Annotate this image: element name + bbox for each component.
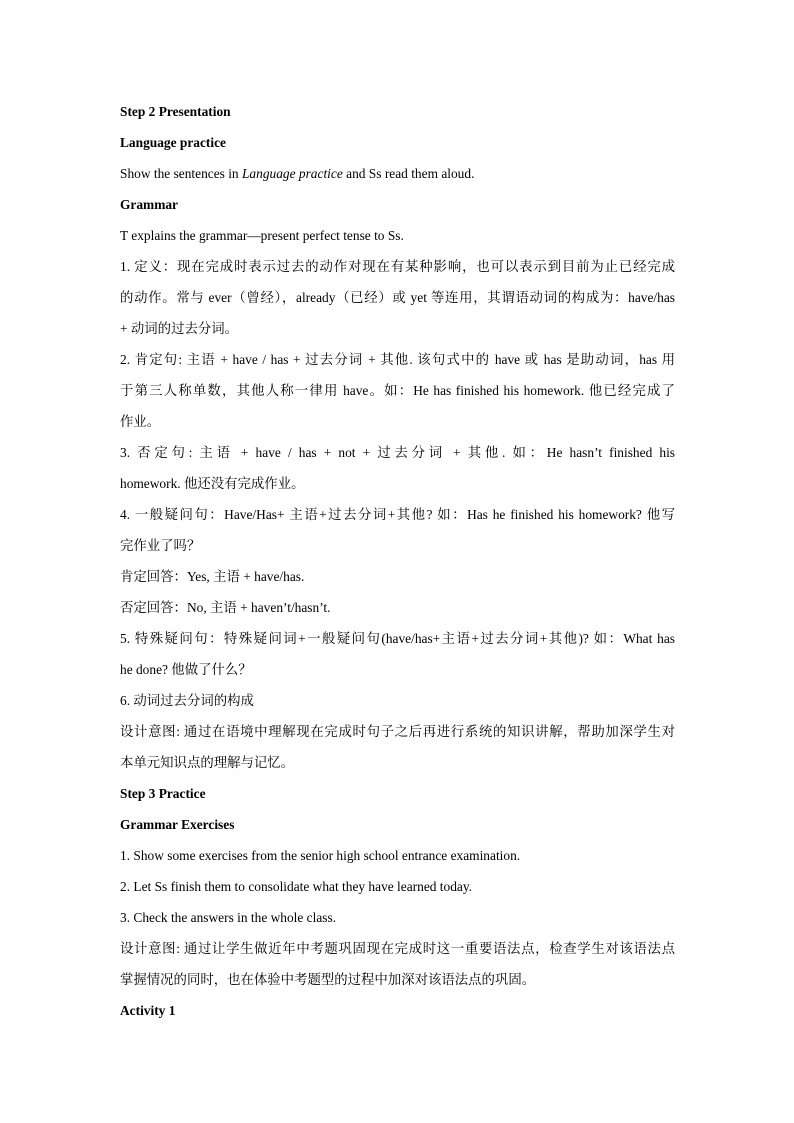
step3-heading: Step 3 Practice: [120, 786, 206, 801]
design-intent-1-line-2: 本单元知识点的理解与记忆。: [120, 755, 295, 770]
exercise-item-3: 3. Check the answers in the whole class.: [120, 910, 337, 925]
language-practice-heading: Language practice: [120, 135, 226, 150]
affirmative-line-3: 作业。: [120, 414, 161, 429]
definition-line-2: 的动作。常与 ever（曾经），already（已经）或 yet 等连用，其谓语动词的构成为：have/has: [120, 290, 675, 305]
document-page: [120, 96, 675, 1026]
activity-heading: Activity 1: [120, 1003, 176, 1018]
special-question-line-2: he done? 他做了什么？: [120, 662, 252, 677]
exercise-item-1: 1. Show some exercises from the senior high school entrance examination.: [120, 848, 521, 863]
affirmative-line-1: 2. 肯定句: 主语 + have / has + 过去分词 + 其他. 该句式中的 have 或 has 是助动词，has 用: [120, 352, 675, 367]
definition-line-1: 1. 定义：现在完成时表示过去的动作对现在有某种影响，也可以表示到目前为止已经完成: [120, 259, 675, 274]
exercise-item-2: 2. Let Ss finish them to consolidate what they have learned today.: [120, 879, 473, 894]
design-intent-1-line-1: 设计意图: 通过在语境中理解现在完成时句子之后再进行系统的知识讲解，帮助加深学生对: [120, 724, 675, 739]
negative-line-1: 3. 否定句: 主语 + have / has + not + 过去分词 + 其他. 如：He hasn’t finished his: [120, 445, 675, 460]
negative-line-2: homework. 他还没有完成作业。: [120, 476, 305, 491]
show-prefix: Show the sentences in: [120, 166, 242, 181]
show-emphasis: Language practice: [241, 166, 343, 181]
show-sentences-line: [120, 158, 675, 189]
design-intent-2-line-2: 掌握情况的同时，也在体验中考题型的过程中加深对该语法点的巩固。: [120, 972, 536, 987]
yes-answer: 肯定回答：Yes, 主语 + have/has.: [120, 569, 305, 584]
grammar-heading: Grammar: [120, 197, 179, 212]
no-answer: 否定回答：No, 主语 + haven’t/hasn’t.: [120, 600, 331, 615]
show-suffix: and Ss read them aloud.: [342, 166, 475, 181]
definition-line-3: + 动词的过去分词。: [120, 321, 239, 336]
grammar-explain: T explains the grammar—present perfect tense to Ss.: [120, 228, 404, 243]
special-question-line-1: 5. 特殊疑问句：特殊疑问词+一般疑问句(have/has+主语+过去分词+其他)? 如：What has: [120, 631, 675, 646]
question-line-2: 完作业了吗？: [120, 538, 201, 553]
affirmative-line-2: 于第三人称单数，其他人称一律用 have。如：He has finished his homework. 他已经完成了: [120, 383, 675, 398]
design-intent-2-line-1: 设计意图: 通过让学生做近年中考题巩固现在完成时这一重要语法点，检查学生对该语法点: [120, 941, 675, 956]
question-line-1: 4. 一般疑问句：Have/Has+ 主语+过去分词+其他? 如：Has he finished his homework? 他写: [120, 507, 675, 522]
grammar-exercises-heading: Grammar Exercises: [120, 817, 235, 832]
past-participle-item: 6. 动词过去分词的构成: [120, 693, 254, 708]
step2-heading: Step 2 Presentation: [120, 104, 231, 119]
